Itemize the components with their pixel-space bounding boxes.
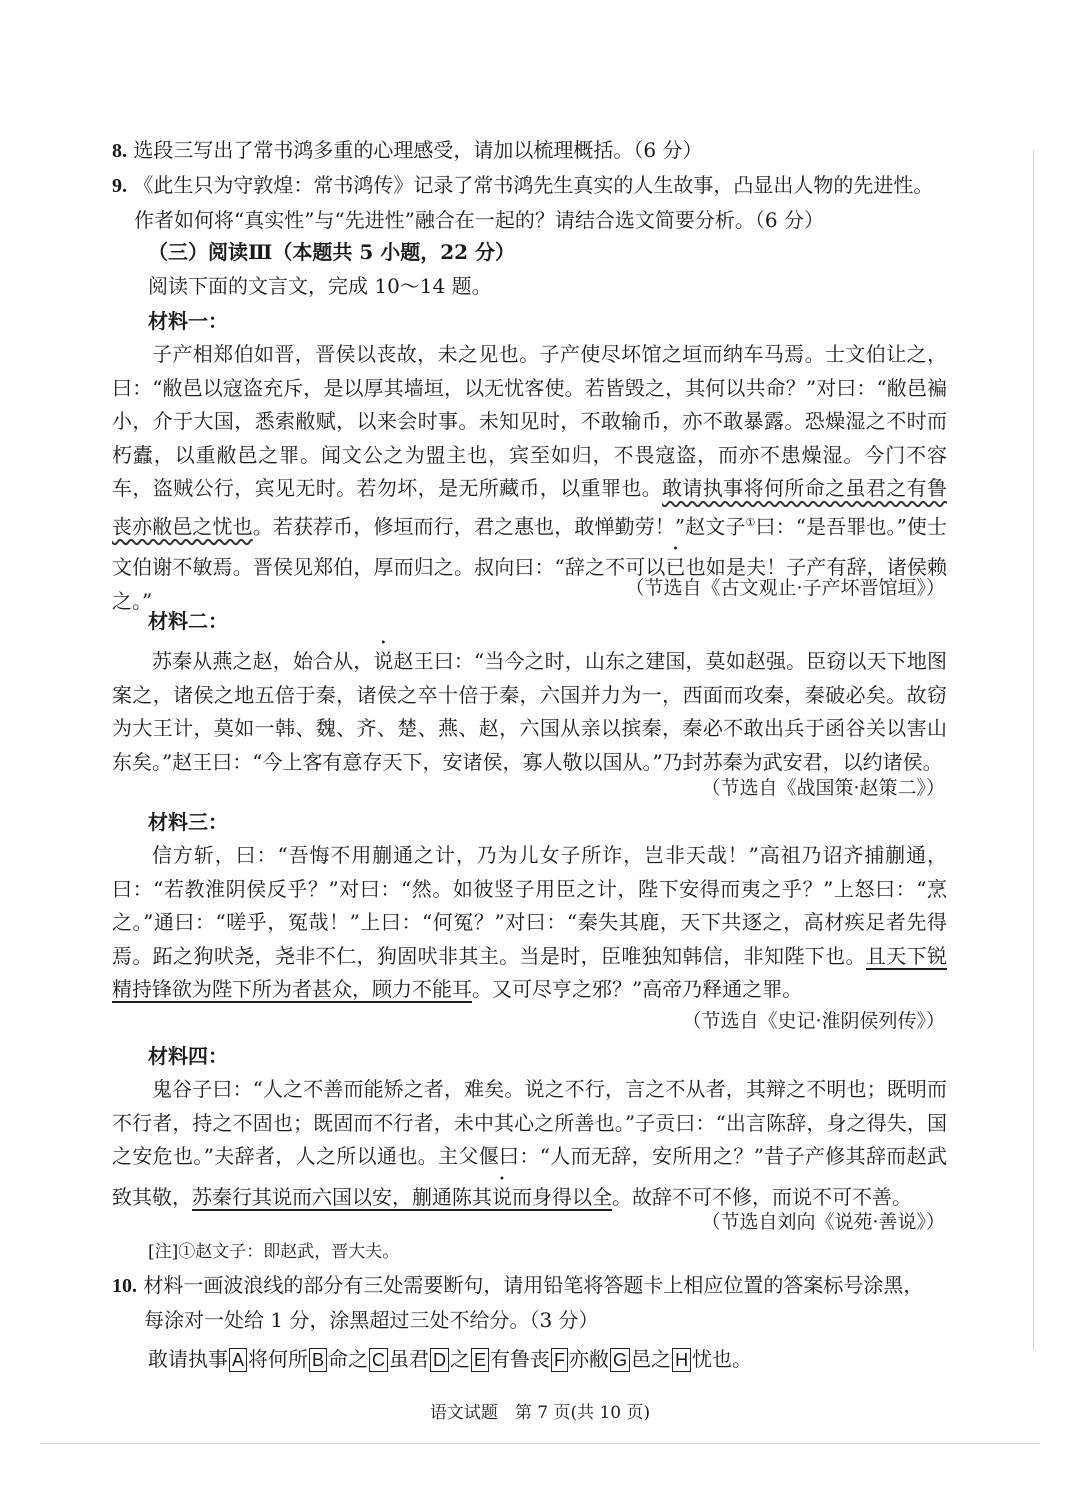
section-instruction: 阅读下面的文言文，完成 10～14 题。 <box>148 274 492 298</box>
material-1-para-c: 曰：“是吾罪也。”使士文伯谢不敏焉。晋侯见郑伯，厚而归之。叔向曰：“辞之不可以 <box>112 514 947 580</box>
material-3-source: （节选自《史记·淮阴侯列传》） <box>682 1010 945 1032</box>
material-4-para-b: 。故辞不可不修，而说不可不善。 <box>612 1184 912 1209</box>
underlined-passage: 苏秦行其说而六国以安，蒯通陈其 <box>192 1184 492 1209</box>
material-3-para-b: 。又可尽亨之邪？”高帝乃释通之罪。 <box>472 977 803 1002</box>
option-box-d[interactable]: D <box>430 1348 449 1372</box>
question-number: 9. <box>112 175 127 197</box>
material-4-source: （节选自刘向《说苑·善说》） <box>701 1211 945 1233</box>
material-1-para-e: 也如是夫！子产有辞，诸侯赖之。” <box>112 555 948 613</box>
material-2-para-a: 苏秦从燕之赵，始合从， <box>152 649 374 673</box>
segment: 有鲁丧 <box>490 1347 551 1371</box>
footnote-marker: ① <box>745 515 756 529</box>
question-text: 《此生只为守敦煌：常书鸿传》记录了常书鸿先生真实的人生故事，凸显出人物的先进性。作者如何将“真实性”与“先进性”融合在一起的？请结合选文简要分析。（6 分） <box>133 173 934 232</box>
material-4-text <box>112 1073 947 1214</box>
material-3-text <box>112 839 947 1007</box>
question-number: 10. <box>112 1275 137 1297</box>
material-2-source: （节选自《战国策·赵策二》） <box>701 777 945 799</box>
footnote: [注]①赵文子：即赵武，晋大夫。 <box>148 1242 400 1262</box>
question-8 <box>112 133 942 168</box>
page-footer: 语文试题 第 7 页(共 10 页) <box>429 1403 651 1423</box>
question-10 <box>112 1268 942 1337</box>
wavy-underlined-passage: 敢请执事将何所命之虽君之有鲁丧亦敝邑之忧也 <box>112 476 947 539</box>
section-title: （三）阅读Ⅲ（本题共 5 小题，22 分） <box>148 240 515 264</box>
material-4-label: 材料四： <box>148 1044 228 1068</box>
material-4-para-a: 鬼谷子曰：“人之不善而能矫之者，难矣。说之不行，言之不从者，其辩之不明也；既明而不行者，持之不固也；既固而不行者，未中其心之所善也。”子贡曰：“出言陈辞，身之得失，国之安危也。”夫辞者，人之所以通也。主父偃曰：“人而无辞，安所用之？”昔子产修其辞而赵武致其敬， <box>112 1077 947 1209</box>
segmentation-line <box>148 1342 752 1376</box>
option-box-h[interactable]: H <box>672 1348 691 1372</box>
question-text: 材料一画波浪线的部分有三处需要断句，请用铅笔将答题卡上相应位置的答案标号涂黑，每涂对一处给 1 分，涂黑超过三处不给分。（3 分） <box>143 1273 924 1332</box>
option-box-b[interactable]: B <box>309 1348 327 1372</box>
material-2-label: 材料二： <box>148 609 228 633</box>
option-box-a[interactable]: A <box>229 1348 247 1372</box>
option-box-c[interactable]: C <box>369 1348 388 1372</box>
option-box-f[interactable]: F <box>551 1348 568 1372</box>
segment: 将何所 <box>248 1347 309 1371</box>
segment: 虽君 <box>389 1347 430 1371</box>
segment: 忧也。 <box>692 1347 753 1371</box>
dotted-char: 说 <box>492 1184 512 1209</box>
material-1-source: （节选自《古文观止·子产坏晋馆垣》） <box>625 577 945 599</box>
question-number: 8. <box>112 140 127 162</box>
segment: 亦敝 <box>569 1347 610 1371</box>
margin-rule <box>1033 150 1034 1350</box>
option-box-g[interactable]: G <box>610 1348 630 1372</box>
footer-rule <box>40 1443 1040 1444</box>
underlined-passage: 且天下锐精持锋欲为陛下所为者甚众，顾力不能耳 <box>112 943 947 1002</box>
material-1-para-b: 。若获荐币，修垣而行，君之惠也，敢惮勤劳！”赵文子 <box>252 514 746 539</box>
material-2-text <box>112 638 947 779</box>
segment: 敢请执事 <box>148 1347 228 1371</box>
material-2-para-b: 赵王曰：“当今之时，山东之建国，莫如赵强。臣窃以天下地图案之，诸侯之地五倍于秦，诸侯之卒十倍于秦，六国并力为一，西面而攻秦，秦破必矣。故窃为大王计，莫如一韩、魏、齐、楚、燕、赵，六国从亲以摈秦，秦必不敢出兵于函谷关以害山东矣。”赵王曰：“今上客有意存天下，安诸侯，寡人敬以国从。”乃封苏秦为武安君，以约诸侯。 <box>112 649 948 774</box>
material-3-label: 材料三： <box>148 810 228 834</box>
material-1-para: 子产相郑伯如晋，晋侯以丧故，未之见也。子产使尽坏馆之垣而纳车马焉。士文伯让之，曰：“敝邑以寇盗充斥，是以厚其墙垣，以无忧客使。若皆毁之，其何以共命？”对曰：“敝邑褊小，介于大国，悉索敝赋，以来会时事。未知见时，不敢输币，亦不敢暴露。恐燥湿之不时而朽蠹，以重敝邑之罪。闻文公之为盟主也，宾至如归，不畏寇盗，而亦不患燥湿。今门不容车，盗贼公行，宾见无时。若勿坏，是无所藏币，以重罪也。 <box>112 342 947 501</box>
material-1-label: 材料一： <box>148 309 228 333</box>
segment: 命之 <box>328 1347 369 1371</box>
question-text: 选段三写出了常书鸿多重的心理感受，请加以梳理概括。（6 分） <box>133 138 703 162</box>
option-box-e[interactable]: E <box>471 1348 489 1372</box>
question-9 <box>112 168 942 237</box>
dotted-char: 已 <box>665 555 686 580</box>
material-3-para-a: 信方斩，曰：“吾悔不用蒯通之计，乃为儿女子所诈，岂非天哉！”高祖乃诏齐捕蒯通，曰：“若教淮阴侯反乎？”对曰：“然。如彼竖子用臣之计，陛下安得而夷之乎？”上怒曰：“烹之。”通曰：“嗟乎，冤哉！”上曰：“何冤？”对曰：“秦失其鹿，天下共逐之，高材疾足者先得焉。跖之狗吠尧，尧非不仁，狗固吠非其主。当是时，臣唯独知韩信，非知陛下也。 <box>112 843 947 968</box>
segment: 之 <box>450 1347 471 1371</box>
underlined-passage-b: 而身得以全 <box>512 1184 612 1209</box>
dotted-char: 说 <box>373 649 394 673</box>
segment: 邑之 <box>631 1347 672 1371</box>
